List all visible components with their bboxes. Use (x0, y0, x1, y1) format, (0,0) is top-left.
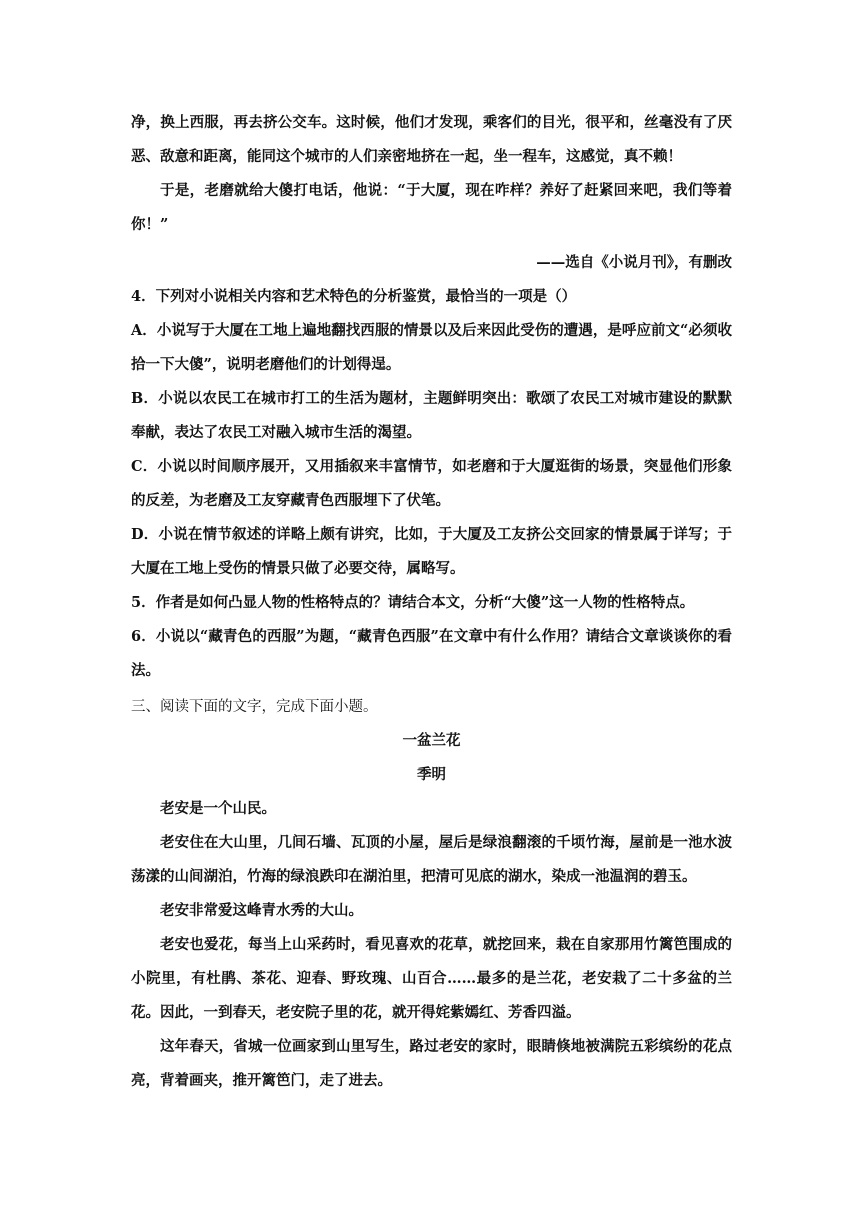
passage-paragraph-2: 老安住在大山里，几间石墙、瓦顶的小屋，屋后是绿浪翻滚的千顷竹海，屋前是一池水波荡漾的山间湖泊，竹海的绿浪跌印在湖泊里，把清可见底的湖水，染成一池温润的碧玉。 (131, 834, 732, 885)
story-paragraph-1: 净，换上西服，再去挤公交车。这时候，他们才发现，乘客们的目光，很平和，丝毫没有了厌恶、敌意和距离，能同这个城市的人们亲密地挤在一起，坐一程车，这感觉，真不赖！ (131, 114, 732, 165)
passage-title: 一盆兰花 (402, 732, 461, 749)
story-source: ——选自《小说月刊》，有删改 (536, 254, 732, 271)
question-4-option-c: C．小说以时间顺序展开，又用插叙来丰富情节，如老磨和于大厦逛街的场景，突显他们形象的反差，为老磨及工友穿藏青色西服埋下了伏笔。 (131, 458, 732, 509)
question-4-option-b: B．小说以农民工在城市打工的生活为题材，主题鲜明突出：歌颂了农民工对城市建设的默默奉献，表达了农民工对融入城市生活的渴望。 (131, 390, 732, 441)
passage-paragraph-3: 老安非常爱这峰青水秀的大山。 (160, 902, 363, 919)
passage-paragraph-1: 老安是一个山民。 (160, 800, 276, 817)
question-4: 4．下列对小说相关内容和艺术特色的分析鉴赏，最恰当的一项是（） (131, 288, 577, 305)
passage-paragraph-4: 老安也爱花，每当上山采药时，看见喜欢的花草，就挖回来，栽在自家那用竹篱笆围成的小院里，有杜鹃、茶花、迎春、野玫瑰、山百合……最多的是兰花，老安栽了二十多盆的兰花。因此，一到春天，老安院子里的花，就开得姹紫嫣红、芳香四溢。 (131, 936, 732, 1021)
passage-author: 季明 (417, 766, 446, 783)
question-4-option-a: A．小说写于大厦在工地上遍地翻找西服的情景以及后来因此受伤的遭遇，是呼应前文“必须收拾一下大傻”，说明老磨他们的计划得逞。 (131, 322, 732, 373)
passage-paragraph-5: 这年春天，省城一位画家到山里写生，路过老安的家时，眼睛倏地被满院五彩缤纷的花点亮，背着画夹，推开篱笆门，走了进去。 (131, 1038, 732, 1089)
question-5: 5．作者是如何凸显人物的性格特点的？请结合本文，分析“大傻”这一人物的性格特点。 (131, 594, 695, 611)
question-6: 6．小说以“藏青色的西服”为题，“藏青色西服”在文章中有什么作用？请结合文章谈谈你的看法。 (131, 628, 732, 679)
story-paragraph-2: 于是，老磨就给大傻打电话，他说：“于大厦，现在咋样？养好了赶紧回来吧，我们等着你！” (131, 182, 732, 233)
question-4-option-d: D．小说在情节叙述的详略上颇有讲究，比如，于大厦及工友挤公交回家的情景属于详写；于大厦在工地上受伤的情景只做了必要交待，属略写。 (131, 526, 732, 577)
section-3-heading: 三、阅读下面的文字，完成下面小题。 (131, 699, 378, 715)
